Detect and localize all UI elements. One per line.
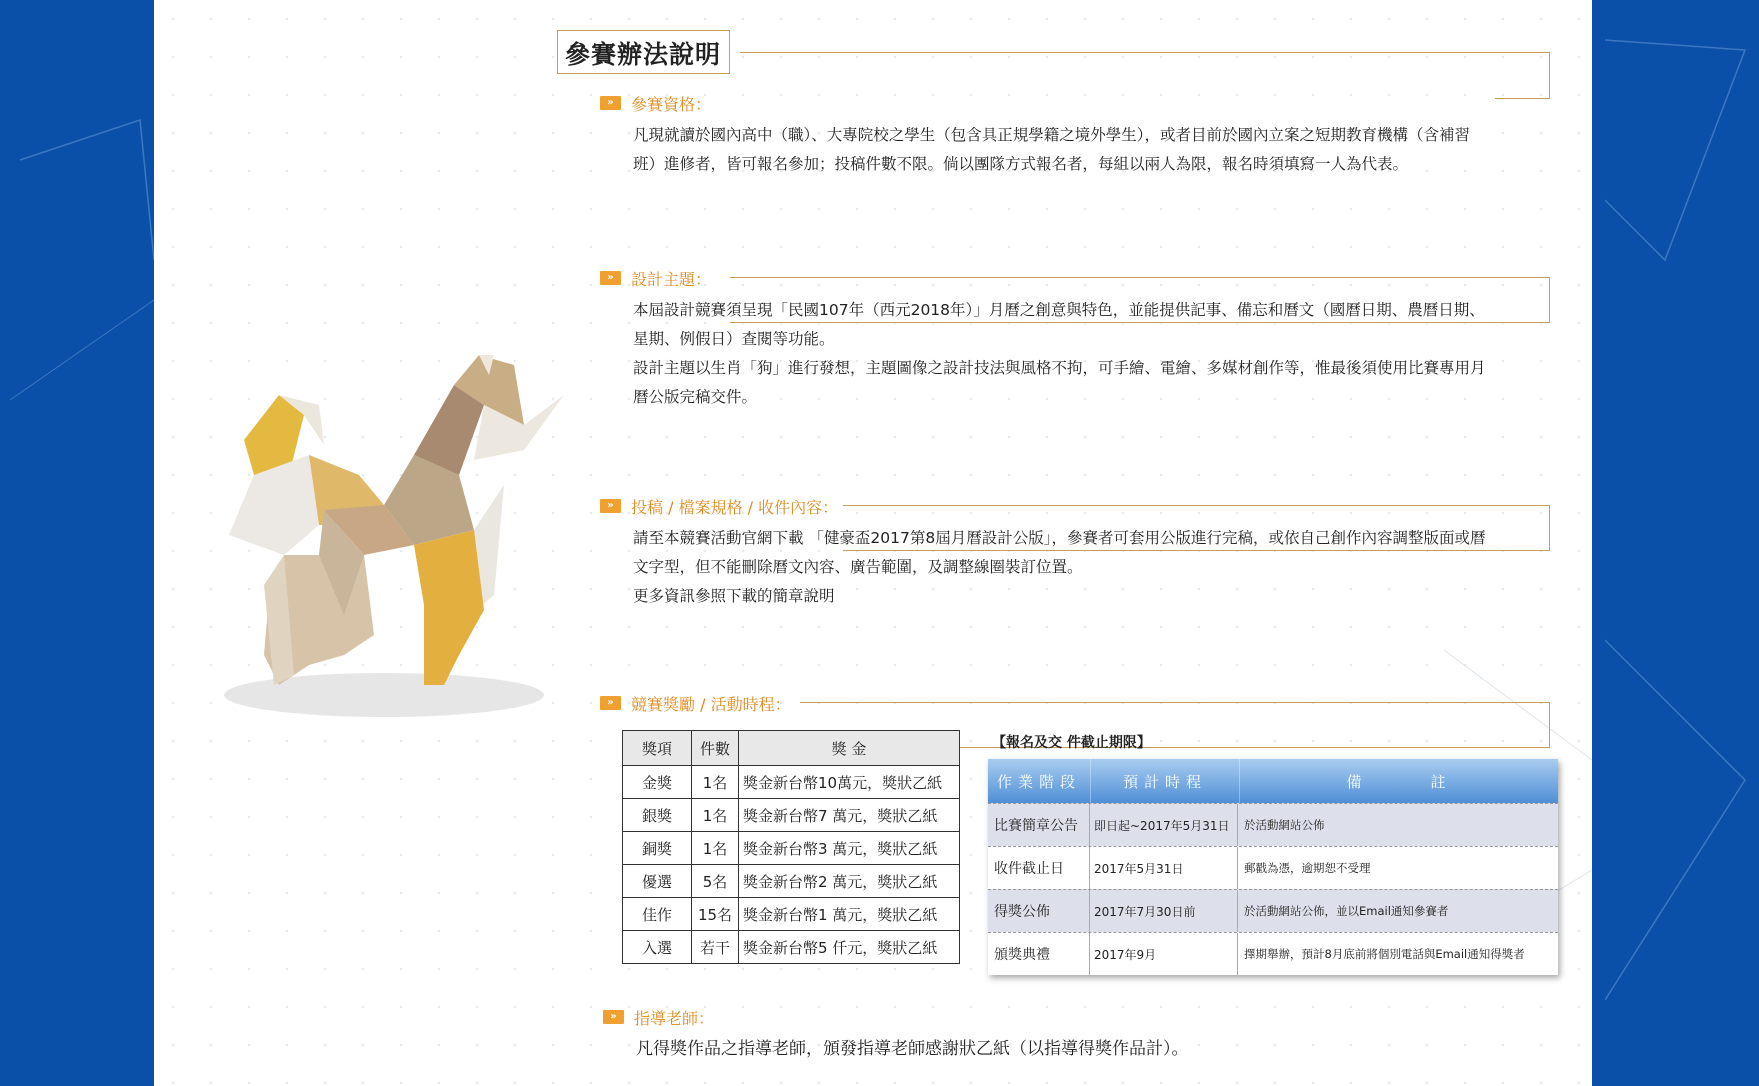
table-row <box>988 932 1558 975</box>
section-paragraph: 請至本競賽活動官網下載 「健豪盃2017第8屆月曆設計公版」，參賽者可套用公版進行完稿，或依自己創作內容調整版面或曆文字型，但不能刪除曆文內容、廣告範圍，及調整線圈裝訂位置。 <box>633 529 1486 576</box>
prize-amount-cell: 獎金新台幣7 萬元，獎狀乙紙 <box>739 799 960 832</box>
schedule-stage-cell: 收件截止日 <box>988 847 1090 889</box>
left-side-decoration <box>0 0 154 1086</box>
section-design-theme <box>600 266 1592 412</box>
schedule-header-cell: 預計時程 <box>1091 759 1240 803</box>
schedule-stage-cell: 得獎公佈 <box>988 890 1090 932</box>
table-row <box>623 865 960 898</box>
schedule-date-cell: 2017年7月30日前 <box>1090 890 1238 932</box>
prize-award-cell: 入選 <box>623 931 692 964</box>
schedule-header-row <box>988 759 1558 803</box>
prize-count-cell: 1名 <box>692 832 739 865</box>
page-title: 參賽辦法說明 <box>557 30 730 74</box>
section-paragraph: 更多資訊參照下載的簡章說明 <box>633 587 835 605</box>
section-label: 投稿 / 檔案規格 / 收件內容： <box>631 497 839 517</box>
table-row <box>623 766 960 799</box>
section-eligibility <box>600 91 1592 179</box>
bullet-arrow-icon: » <box>600 499 621 513</box>
right-side-decoration <box>1605 0 1759 1086</box>
section-paragraph: 本屆設計競賽須呈現「民國107年（西元2018年）」月曆之創意與特色，並能提供記事、備忘和曆文（國曆日期、農曆日期、星期、例假日）查閱等功能。 <box>633 301 1485 348</box>
table-row <box>623 832 960 865</box>
section-submission <box>600 494 1592 611</box>
section-label: 競賽獎勵 / 活動時程： <box>631 694 791 714</box>
schedule-date-cell: 2017年5月31日 <box>1090 847 1238 889</box>
prize-count-cell: 1名 <box>692 766 739 799</box>
section-paragraph: 凡得獎作品之指導老師，頒發指導老師感謝狀乙紙（以指導得獎作品計）。 <box>636 1039 1189 1059</box>
table-row <box>988 889 1558 932</box>
content-page <box>154 0 1592 1086</box>
prize-header-cell: 獎 金 <box>739 731 960 766</box>
section-rule <box>730 277 1550 323</box>
bullet-arrow-icon: » <box>600 96 621 110</box>
section-rule <box>843 505 1550 551</box>
section-label: 設計主題： <box>631 269 712 289</box>
section-paragraph: 設計主題以生肖「狗」進行發想，主題圖像之設計技法與風格不拘，可手繪、電繪、多媒材創作等，惟最後須使用比賽專用月曆公版完稿交件。 <box>633 359 1486 406</box>
prize-amount-cell: 獎金新台幣3 萬元，獎狀乙紙 <box>739 832 960 865</box>
schedule-stage-cell: 比賽簡章公告 <box>988 804 1090 846</box>
schedule-table <box>988 759 1558 975</box>
origami-dog-illustration <box>224 355 644 735</box>
prize-amount-cell: 獎金新台幣10萬元，獎狀乙紙 <box>739 766 960 799</box>
prize-award-cell: 銀獎 <box>623 799 692 832</box>
schedule-title: 【報名及交 件截止期限】 <box>992 735 1151 751</box>
prize-count-cell: 1名 <box>692 799 739 832</box>
table-row <box>988 803 1558 846</box>
section-advisor <box>603 1005 1592 1064</box>
prize-header-cell: 件數 <box>692 731 739 766</box>
table-row <box>623 898 960 931</box>
prize-count-cell: 15名 <box>692 898 739 931</box>
table-row <box>623 799 960 832</box>
bullet-arrow-icon: » <box>600 696 621 710</box>
schedule-stage-cell: 頒獎典禮 <box>988 933 1090 975</box>
table-row <box>988 846 1558 889</box>
prize-award-cell: 優選 <box>623 865 692 898</box>
prize-amount-cell: 獎金新台幣1 萬元，獎狀乙紙 <box>739 898 960 931</box>
prize-award-cell: 金獎 <box>623 766 692 799</box>
schedule-date-cell: 2017年9月 <box>1090 933 1238 975</box>
section-paragraph: 凡現就讀於國內高中（職）、大專院校之學生（包含具正規學籍之境外學生），或者目前於國內立案之短期教育機構（含補習班）進修者，皆可報名參加；投稿件數不限。倘以團隊方式報名者，每組以兩人為限，報名時須填寫一人為代表。 <box>633 126 1471 173</box>
prize-count-cell: 若干 <box>692 931 739 964</box>
schedule-note-cell: 郵戳為憑，逾期恕不受理 <box>1244 861 1371 875</box>
schedule-note-cell: 於活動網站公佈，並以Email通知參賽者 <box>1244 904 1449 918</box>
prize-award-cell: 銅獎 <box>623 832 692 865</box>
table-row <box>623 931 960 964</box>
section-awards-schedule <box>600 691 1592 715</box>
schedule-header-cell: 備 註 <box>1346 772 1452 791</box>
schedule-note-cell: 於活動網站公佈 <box>1244 818 1325 832</box>
prize-amount-cell: 獎金新台幣2 萬元，獎狀乙紙 <box>739 865 960 898</box>
prize-award-cell: 佳作 <box>623 898 692 931</box>
prize-table-header-row <box>623 731 960 766</box>
prize-amount-cell: 獎金新台幣5 仟元，獎狀乙紙 <box>739 931 960 964</box>
prize-header-cell: 獎項 <box>623 731 692 766</box>
bullet-arrow-icon: » <box>600 271 621 285</box>
schedule-header-cell: 作業階段 <box>988 759 1091 803</box>
prize-count-cell: 5名 <box>692 865 739 898</box>
bullet-arrow-icon: » <box>603 1010 624 1024</box>
schedule-date-cell: 即日起~2017年5月31日 <box>1090 804 1238 846</box>
section-label: 參賽資格： <box>631 94 712 114</box>
schedule-note-cell: 擇期舉辦，預計8月底前將個別電話與Email通知得獎者 <box>1244 947 1525 961</box>
prize-table <box>622 730 960 964</box>
section-label: 指導老師： <box>634 1008 715 1028</box>
